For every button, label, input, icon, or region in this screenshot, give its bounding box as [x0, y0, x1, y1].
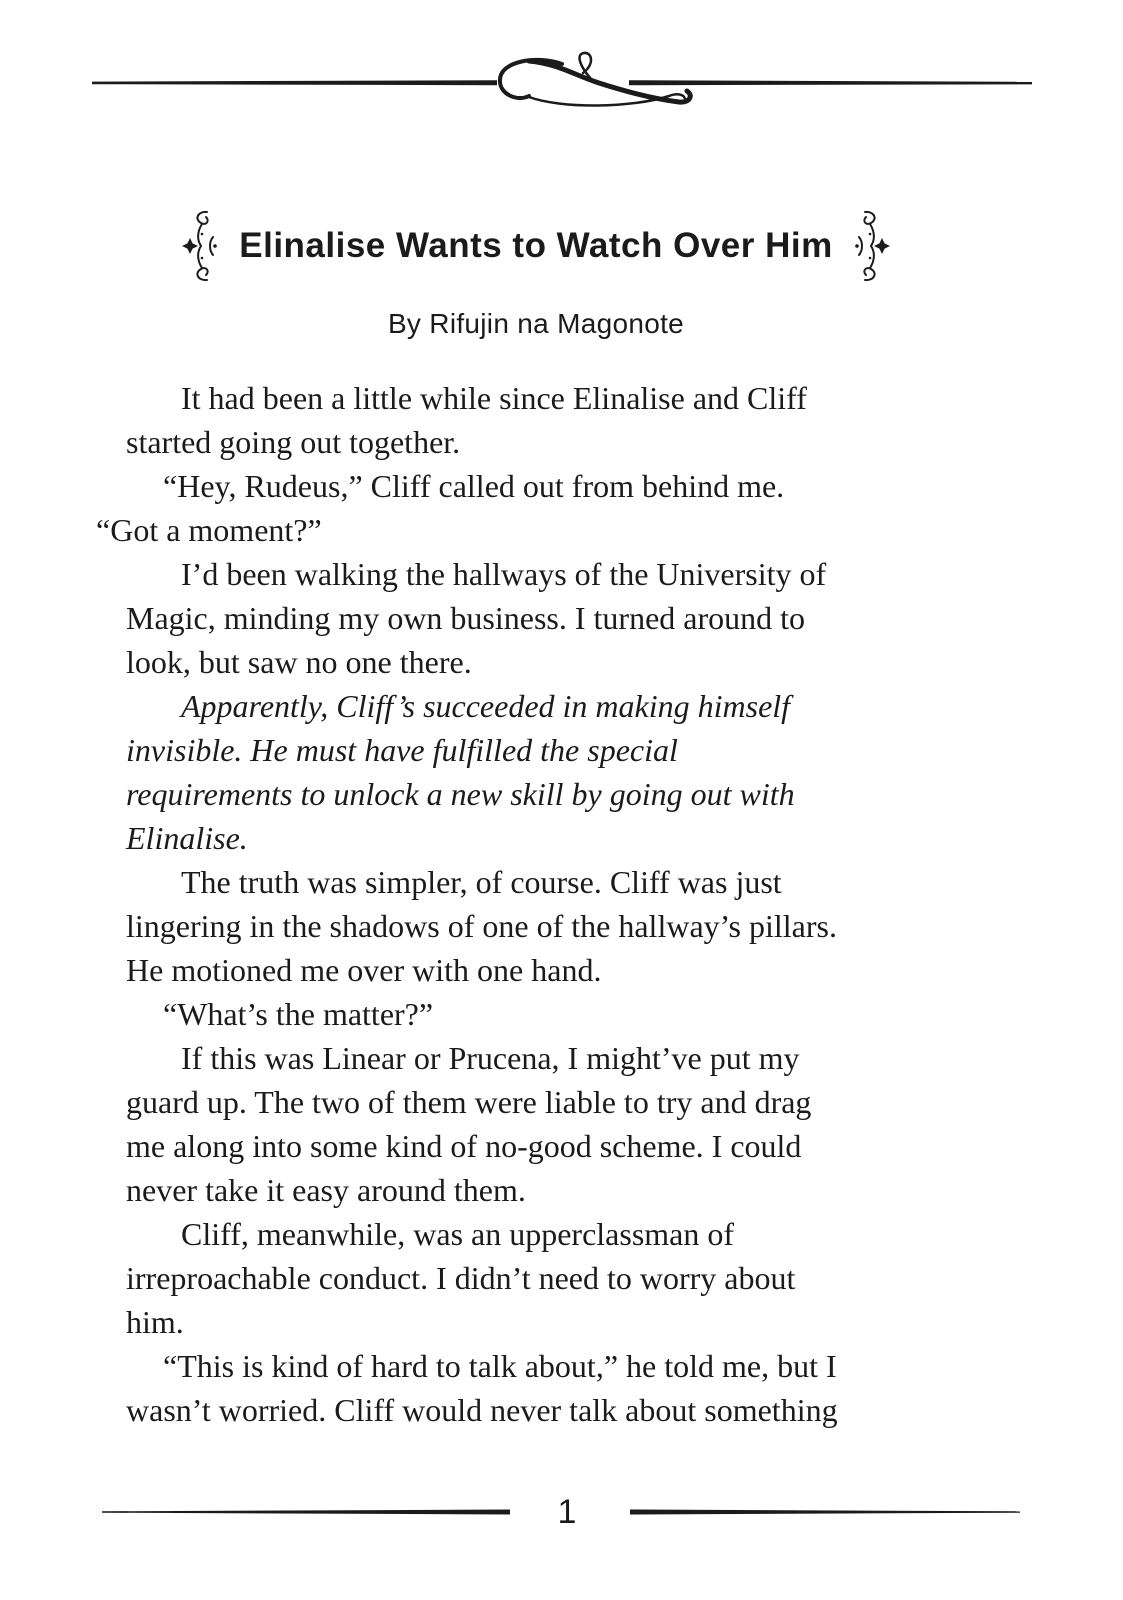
floral-bracket-left-icon — [179, 208, 221, 284]
text-line: I’d been walking the hallways of the University of — [181, 556, 827, 592]
text-line: lingering in the shadows of one of the hallway’s pillars. — [126, 908, 837, 944]
text-line: Elinalise. — [126, 820, 248, 856]
text-line: look, but saw no one there. — [126, 644, 472, 680]
text-line: Apparently, Cliff’s succeeded in making himself — [181, 688, 791, 724]
floral-bracket-right-icon — [851, 208, 893, 284]
text-line: guard up. The two of them were liable to try and drag — [126, 1084, 812, 1120]
calligraphic-flourish-icon — [92, 50, 1032, 126]
text-line: me along into some kind of no-good scheme. I could — [126, 1128, 802, 1164]
text-line: The truth was simpler, of course. Cliff was just — [181, 864, 782, 900]
chapter-heading — [126, 208, 946, 340]
text-line: never take it easy around them. — [126, 1172, 526, 1208]
text-line: invisible. He must have fulfilled the special — [126, 732, 678, 768]
text-line: started going out together. — [126, 424, 461, 460]
text-line: “Hey, Rudeus,” Cliff called out from behind me. — [163, 468, 785, 504]
text-line: “Got a moment?” — [96, 512, 322, 548]
footer-rule-right-icon — [630, 1507, 1020, 1517]
text-line: It had been a little while since Elinalise and Cliff — [181, 380, 807, 416]
text-line: Cliff, meanwhile, was an upperclassman of — [181, 1216, 735, 1252]
body-text — [96, 376, 956, 1432]
text-line: requirements to unlock a new skill by going out with — [126, 776, 795, 812]
footer-rule-left-icon — [102, 1507, 510, 1517]
text-line: “What’s the matter?” — [163, 996, 434, 1032]
text-line: irreproachable conduct. I didn’t need to worry about — [126, 1260, 796, 1296]
text-line: wasn’t worried. Cliff would never talk about something — [126, 1392, 838, 1428]
text-line: If this was Linear or Prucena, I might’ve put my — [181, 1040, 800, 1076]
text-line: Magic, minding my own business. I turned around to — [126, 600, 806, 636]
text-line: him. — [126, 1304, 184, 1340]
text-line: He motioned me over with one hand. — [126, 952, 602, 988]
page-footer — [92, 1492, 1030, 1532]
page-number: 1 — [557, 1493, 577, 1531]
byline: By Rifujin na Magonote — [387, 308, 685, 339]
text-line: “This is kind of hard to talk about,” he told me, but I — [163, 1348, 837, 1384]
page-title: Elinalise Wants to Watch Over Him — [239, 226, 833, 265]
